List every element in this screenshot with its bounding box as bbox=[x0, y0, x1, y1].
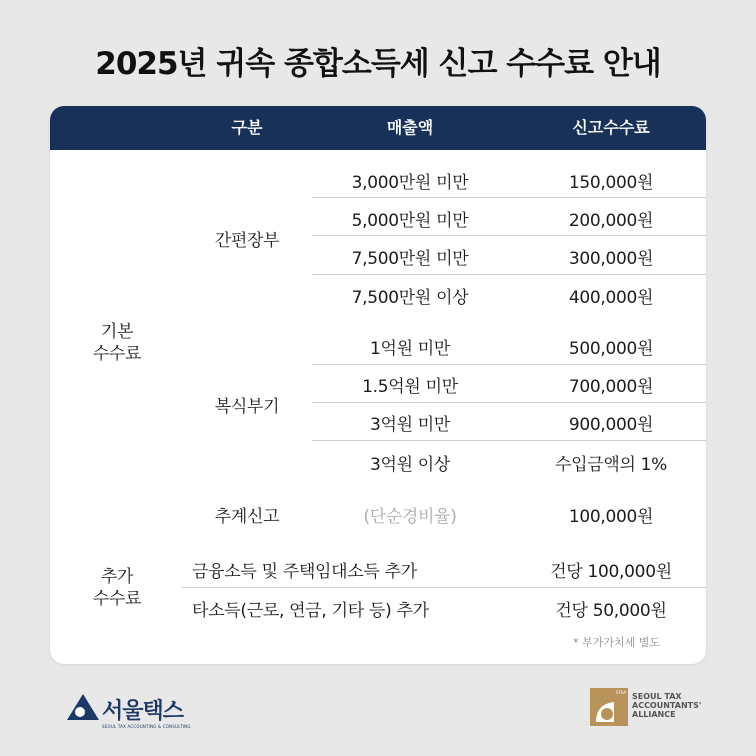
staa-badge-icon bbox=[590, 688, 628, 726]
header-revenue: 매출액 bbox=[386, 118, 434, 137]
row-revenue: 7,500만원 미만 bbox=[351, 249, 469, 269]
row-divider bbox=[312, 197, 706, 198]
extra-fee: 건당 50,000원 bbox=[555, 601, 667, 621]
brand-subtitle: SEOUL TAX ACCOUNTING & CONSULTING bbox=[102, 724, 191, 729]
row-revenue: 1억원 미만 bbox=[369, 339, 451, 359]
row-fee: 100,000원 bbox=[568, 507, 654, 527]
row-revenue: (단순경비율) bbox=[363, 507, 457, 527]
row-fee: 400,000원 bbox=[568, 288, 654, 308]
row-revenue: 3억원 미만 bbox=[369, 415, 451, 435]
staa-name: SEOUL TAX ACCOUNTANTS' ALLIANCE bbox=[632, 692, 702, 719]
subgroup-simple-book: 간편장부 bbox=[214, 231, 280, 251]
brand-name: 서울택스 bbox=[102, 699, 184, 724]
header-fee: 신고수수료 bbox=[572, 118, 650, 137]
row-fee: 300,000원 bbox=[568, 249, 654, 269]
row-divider bbox=[312, 274, 706, 275]
subgroup-double-entry: 복식부기 bbox=[214, 397, 280, 417]
extra-item: 타소득(근로, 연금, 기타 등) 추가 bbox=[192, 601, 429, 621]
triangle-logo-icon bbox=[66, 692, 100, 722]
table-header bbox=[50, 106, 706, 150]
row-divider bbox=[182, 587, 706, 588]
row-revenue: 1.5억원 미만 bbox=[362, 377, 458, 397]
row-fee: 수입금액의 1% bbox=[554, 455, 668, 475]
extra-fee: 건당 100,000원 bbox=[550, 562, 672, 582]
row-divider bbox=[312, 440, 706, 441]
row-revenue: 3억원 이상 bbox=[369, 455, 451, 475]
row-revenue: 7,500만원 이상 bbox=[351, 288, 469, 308]
fee-table-card bbox=[50, 106, 706, 664]
row-divider bbox=[312, 364, 706, 365]
vat-note: * 부가가치세 별도 bbox=[573, 636, 660, 649]
row-divider bbox=[312, 235, 706, 236]
staa-mini-label: STAA bbox=[616, 690, 627, 695]
row-fee: 700,000원 bbox=[568, 377, 654, 397]
row-fee: 500,000원 bbox=[568, 339, 654, 359]
header-category: 구분 bbox=[231, 118, 263, 137]
row-revenue: 5,000만원 미만 bbox=[351, 211, 469, 231]
group-basic-fee: 기본 수수료 bbox=[92, 322, 142, 364]
row-divider bbox=[312, 402, 706, 403]
row-fee: 200,000원 bbox=[568, 211, 654, 231]
row-fee: 900,000원 bbox=[568, 415, 654, 435]
subgroup-estimated: 추계신고 bbox=[214, 507, 280, 527]
seoultax-logo bbox=[66, 692, 191, 729]
extra-item: 금융소득 및 주택임대소득 추가 bbox=[192, 562, 417, 582]
group-extra-fee: 추가 수수료 bbox=[92, 567, 142, 609]
row-fee: 150,000원 bbox=[568, 173, 654, 193]
page-title: 2025년 귀속 종합소득세 신고 수수료 안내 bbox=[95, 46, 661, 82]
row-revenue: 3,000만원 미만 bbox=[351, 173, 469, 193]
